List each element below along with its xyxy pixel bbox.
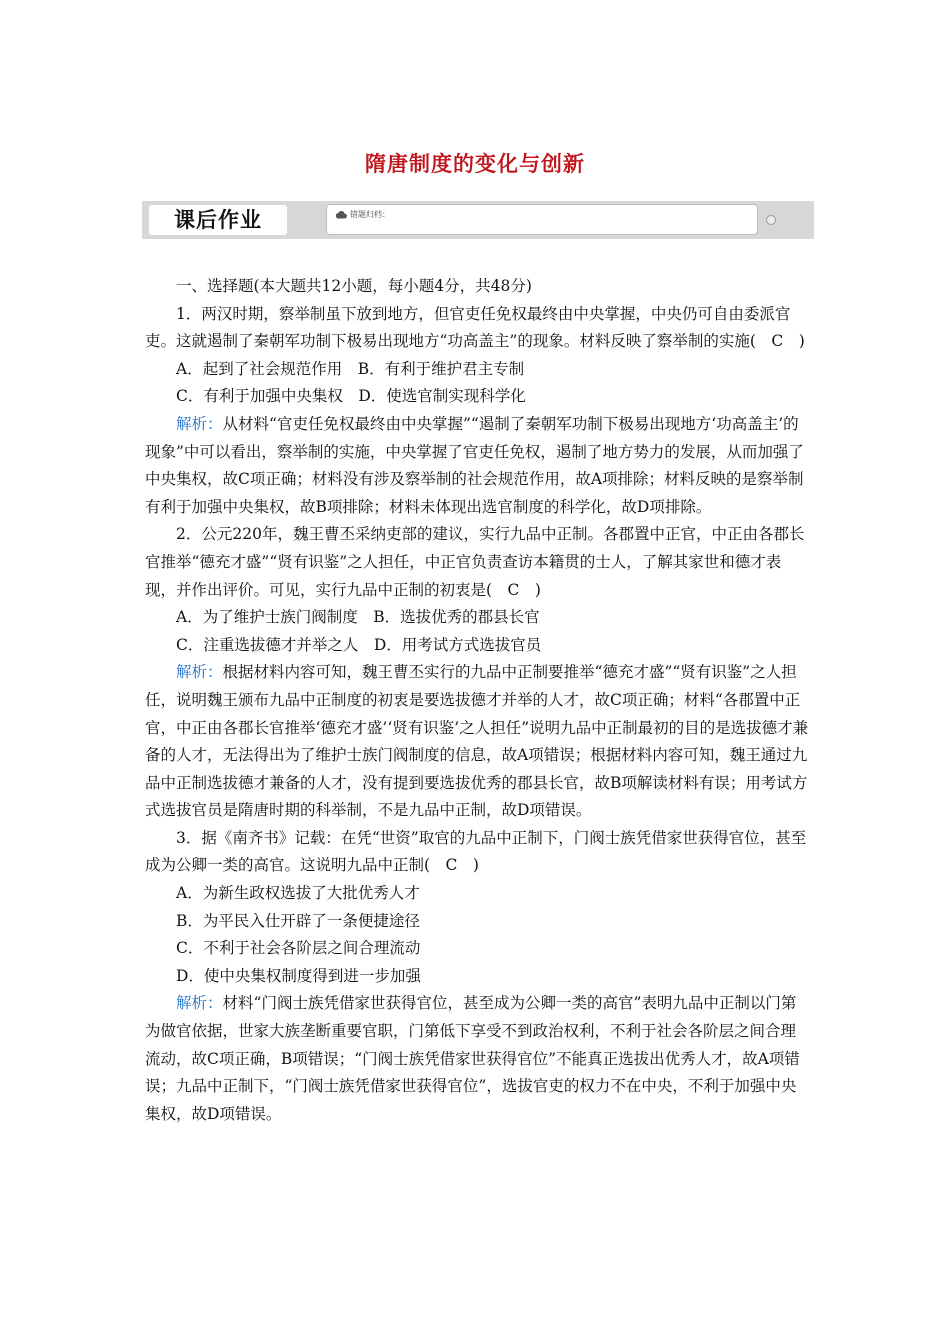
error-archive-field[interactable] [326, 204, 758, 235]
error-archive-label: 错题归档： [350, 210, 390, 219]
analysis-label: 解析： [176, 414, 223, 433]
question-option-row: A．为新生政权选拔了大批优秀人才 [176, 884, 420, 903]
question-analysis [145, 990, 810, 1128]
question-option-row: C．注重选拔德才并举之人 D．用考试方式选拔官员 [176, 635, 542, 654]
question-analysis [145, 411, 810, 521]
question-stem: 2．公元220年，魏王曹丕采纳吏部的建议，实行九品中正制。各郡置中正官，中正由各郡长官推举“德充才盛”“贤有识鉴”之人担任，中正官负责查访本籍贯的士人，了解其家世和德才表现，并作出评价。可见，实行九品中正制的初衷是( C ) [145, 525, 805, 599]
analysis-text: 材料“门阀士族凭借家世获得官位，甚至成为公卿一类的高官”表明九品中正制以门第为做官依据，世家大族垄断重要官职，门第低下享受不到政治权利，不利于社会各阶层之间合理流动，故C项正确，B项错误；“门阀士族凭借家世获得官位”不能真正选拔出优秀人才，故A项错误；九品中正制下，“门阀士族凭借家世获得官位”，选拔官吏的权力不在中央，不利于加强中央集权，故D项错误。 [145, 994, 800, 1123]
question-analysis [145, 659, 810, 825]
page-title: 隋唐制度的变化与创新 [365, 152, 585, 176]
analysis-text: 根据材料内容可知，魏王曹丕实行的九品中正制要推举“德充才盛”“贤有识鉴”之人担任，说明魏王颁布九品中正制度的初衷是要选拔德才并举的人才，故C项正确；材料“各郡置中正官，中正由各郡长官推举‘德充才盛’‘贤有识鉴’之人担任”说明九品中正制最初的目的是选拔德才兼备的人才，无法得出为了维护士族门阀制度的信息，故A项错误；根据材料内容可知，魏王通过九品中正制选拔德才兼备的人才，没有提到要选拔优秀的郡县长官，故B项解读材料有误；用考试方式选拔官员是隋唐时期的科举制，不是九品中正制，故D项错误。 [145, 663, 809, 820]
analysis-label: 解析： [176, 994, 223, 1013]
cloud-icon [335, 210, 347, 219]
section-header: 一、选择题(本大题共12小题，每小题4分，共48分) [176, 277, 532, 295]
exercise-content [145, 273, 810, 1128]
question-option-row: B．为平民入仕开辟了一条便捷途径 [176, 911, 420, 930]
question-option-row: A．为了维护士族门阀制度 B．选拔优秀的郡县长官 [176, 608, 540, 627]
question-option-row: A．起到了社会规范作用 B．有利于维护君主专制 [176, 359, 525, 378]
question-stem: 1．两汉时期，察举制虽下放到地方，但官吏任免权最终由中央掌握，中央仍可自由委派官吏。这就遏制了秦朝军功制下极易出现地方“功高盖主”的现象。材料反映了察举制的实施( C ) [145, 304, 805, 351]
analysis-text: 从材料“官吏任免权最终由中央掌握”“遏制了秦朝军功制下极易出现地方‘功高盖主’的现象”中可以看出，察举制的实施，中央掌握了官吏任免权，遏制了地方势力的发展，从而加强了中央集权，故C项正确；材料没有涉及察举制的社会规范作用，故A项排除；材料反映的是察举制有利于加强中央集权，故B项排除；材料未体现出选官制度的科学化，故D项排除。 [145, 414, 804, 516]
homework-banner [142, 201, 814, 239]
question-stem: 3．据《南齐书》记载：在凭“世资”取官的九品中正制下，门阀士族凭借家世获得官位，甚至成为公卿一类的高官。这说明九品中正制( C ) [145, 828, 807, 875]
clear-icon[interactable] [766, 215, 776, 225]
question-option-row: C．有利于加强中央集权 D．使选官制实现科学化 [176, 387, 526, 406]
analysis-label: 解析： [176, 663, 223, 682]
question-option-row: D．使中央集权制度得到进一步加强 [176, 966, 421, 985]
question-option-row: C．不利于社会各阶层之间合理流动 [176, 939, 421, 958]
banner-label: 课后作业 [149, 205, 287, 235]
